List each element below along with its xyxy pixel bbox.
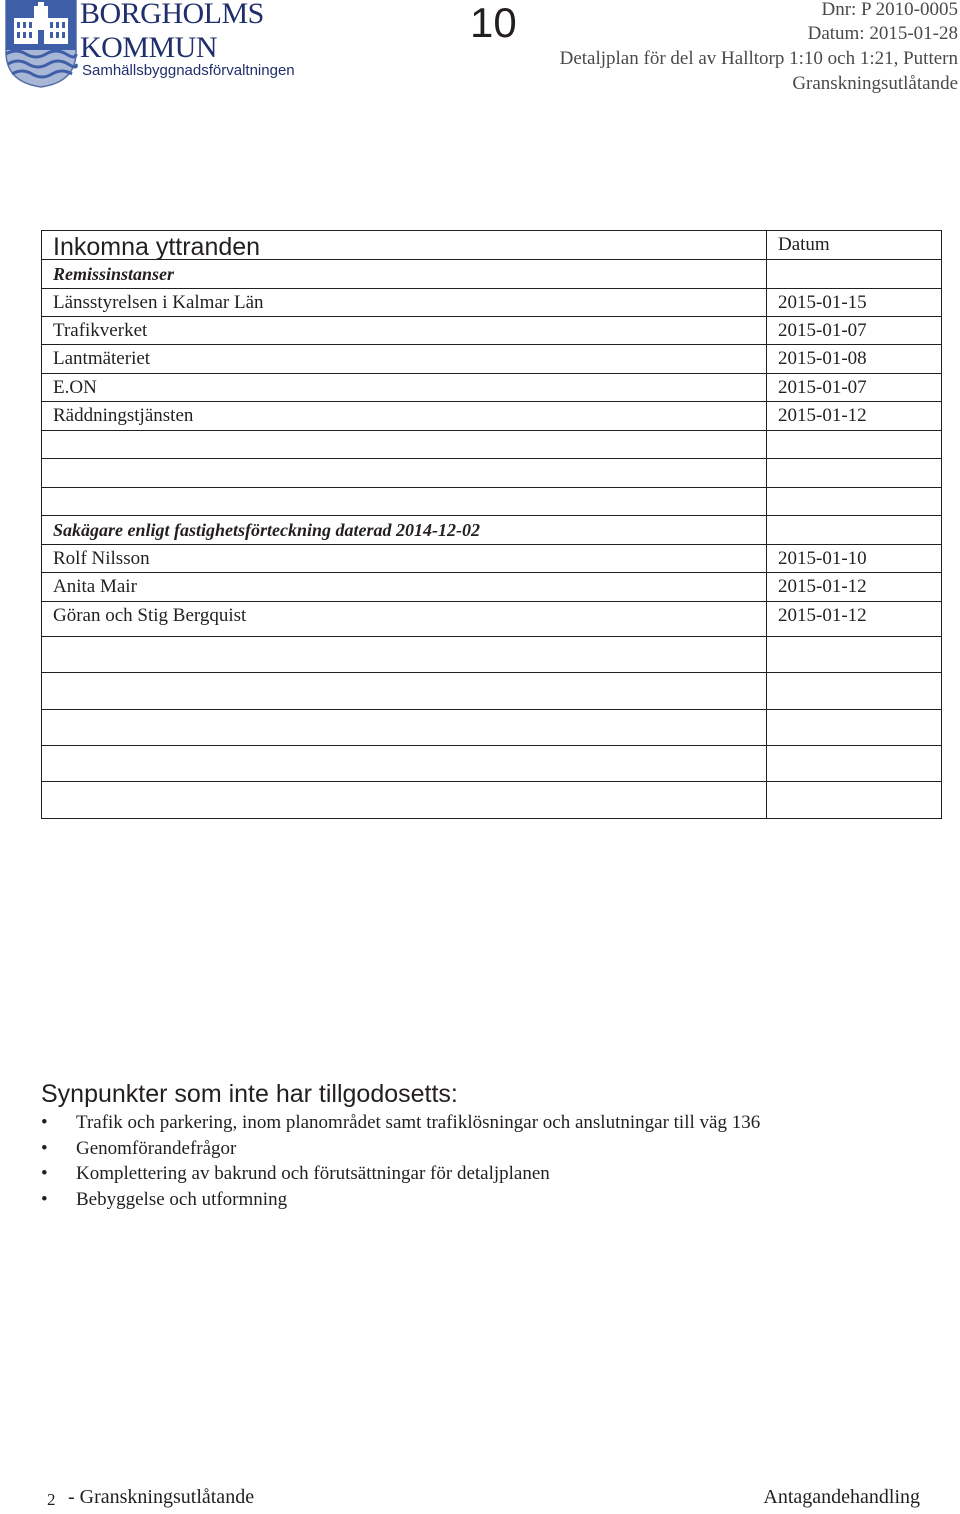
respondent-name: Lantmäteriet bbox=[42, 345, 767, 373]
respondent-name: Länsstyrelsen i Kalmar Län bbox=[42, 289, 767, 316]
response-date: 2015-01-10 bbox=[778, 547, 867, 569]
list-item: • Trafik och parkering, inom planområdet samt trafiklösningar och anslutningar till väg 136 bbox=[41, 1110, 760, 1136]
response-date: 2015-01-12 bbox=[778, 405, 867, 426]
response-date: 2015-01-07 bbox=[778, 376, 867, 398]
table-row bbox=[42, 402, 941, 431]
datum-label: Datum: 2015-01-28 bbox=[807, 23, 958, 44]
respondent-name: Anita Mair bbox=[42, 573, 767, 601]
unresolved-comments-heading: Synpunkter som inte har tillgodosetts: bbox=[41, 1080, 458, 1108]
response-date: 2015-01-15 bbox=[778, 291, 867, 313]
borgholm-coat-of-arms-icon bbox=[4, 0, 78, 88]
respondent-name: E.ON bbox=[42, 374, 767, 401]
empty-row bbox=[42, 488, 941, 516]
bullet-icon: • bbox=[41, 1163, 48, 1184]
footer-stage: Antagandehandling bbox=[763, 1486, 920, 1508]
table-title: Inkomna yttranden bbox=[42, 231, 767, 259]
bullet-icon: • bbox=[41, 1137, 48, 1159]
group-header-row bbox=[42, 260, 941, 289]
empty-row bbox=[42, 459, 941, 488]
plan-title: Detaljplan för del av Halltorp 1:10 och 1:21, Puttern bbox=[559, 48, 958, 69]
table-row bbox=[42, 289, 941, 317]
unresolved-comments-list bbox=[41, 1110, 760, 1212]
response-date: 2015-01-12 bbox=[778, 576, 867, 597]
document-type: Granskningsutlåtande bbox=[792, 73, 958, 94]
bullet-icon: • bbox=[41, 1112, 48, 1133]
responses-table bbox=[41, 230, 942, 819]
response-date: 2015-01-12 bbox=[778, 605, 867, 626]
group1-label: Remissinstanser bbox=[42, 260, 767, 288]
table-row bbox=[42, 573, 941, 602]
respondent-name: Göran och Stig Bergquist bbox=[42, 602, 767, 636]
empty-row bbox=[42, 710, 941, 746]
table-row bbox=[42, 345, 941, 374]
table-row bbox=[42, 545, 941, 573]
table-header-row bbox=[42, 231, 941, 260]
empty-row bbox=[42, 431, 941, 459]
response-date: 2015-01-07 bbox=[778, 319, 867, 341]
footer-document-type: - Granskningsutlåtande bbox=[68, 1486, 255, 1508]
response-date: 2015-01-08 bbox=[778, 348, 867, 369]
bullet-icon: • bbox=[41, 1188, 48, 1210]
group2-label: Sakägare enligt fastighetsförteckning daterad 2014-12-02 bbox=[42, 516, 767, 544]
empty-row bbox=[42, 637, 941, 673]
respondent-name: Rolf Nilsson bbox=[42, 545, 767, 572]
empty-row bbox=[42, 746, 941, 782]
department-name: Samhällsbyggnadsförvaltningen bbox=[82, 62, 295, 79]
page-number: 10 bbox=[470, 0, 517, 46]
footer-page-number: 2 bbox=[47, 1490, 56, 1509]
table-row bbox=[42, 317, 941, 345]
list-item: • Bebyggelse och utformning bbox=[41, 1187, 760, 1213]
list-item: • Komplettering av bakrund och förutsättningar för detaljplanen bbox=[41, 1161, 760, 1187]
table-row bbox=[42, 602, 941, 637]
respondent-name: Trafikverket bbox=[42, 317, 767, 344]
date-column-header: Datum bbox=[778, 234, 830, 255]
empty-row bbox=[42, 782, 941, 818]
respondent-name: Räddningstjänsten bbox=[42, 402, 767, 430]
empty-row bbox=[42, 673, 941, 710]
brand-name-line2: KOMMUN bbox=[80, 31, 218, 64]
group-header-row bbox=[42, 516, 941, 545]
dnr-label: Dnr: P 2010-0005 bbox=[821, 0, 958, 20]
brand-name-line1: BORGHOLMS bbox=[80, 0, 264, 30]
table-row bbox=[42, 374, 941, 402]
list-item: • Genomförandefrågor bbox=[41, 1136, 760, 1162]
